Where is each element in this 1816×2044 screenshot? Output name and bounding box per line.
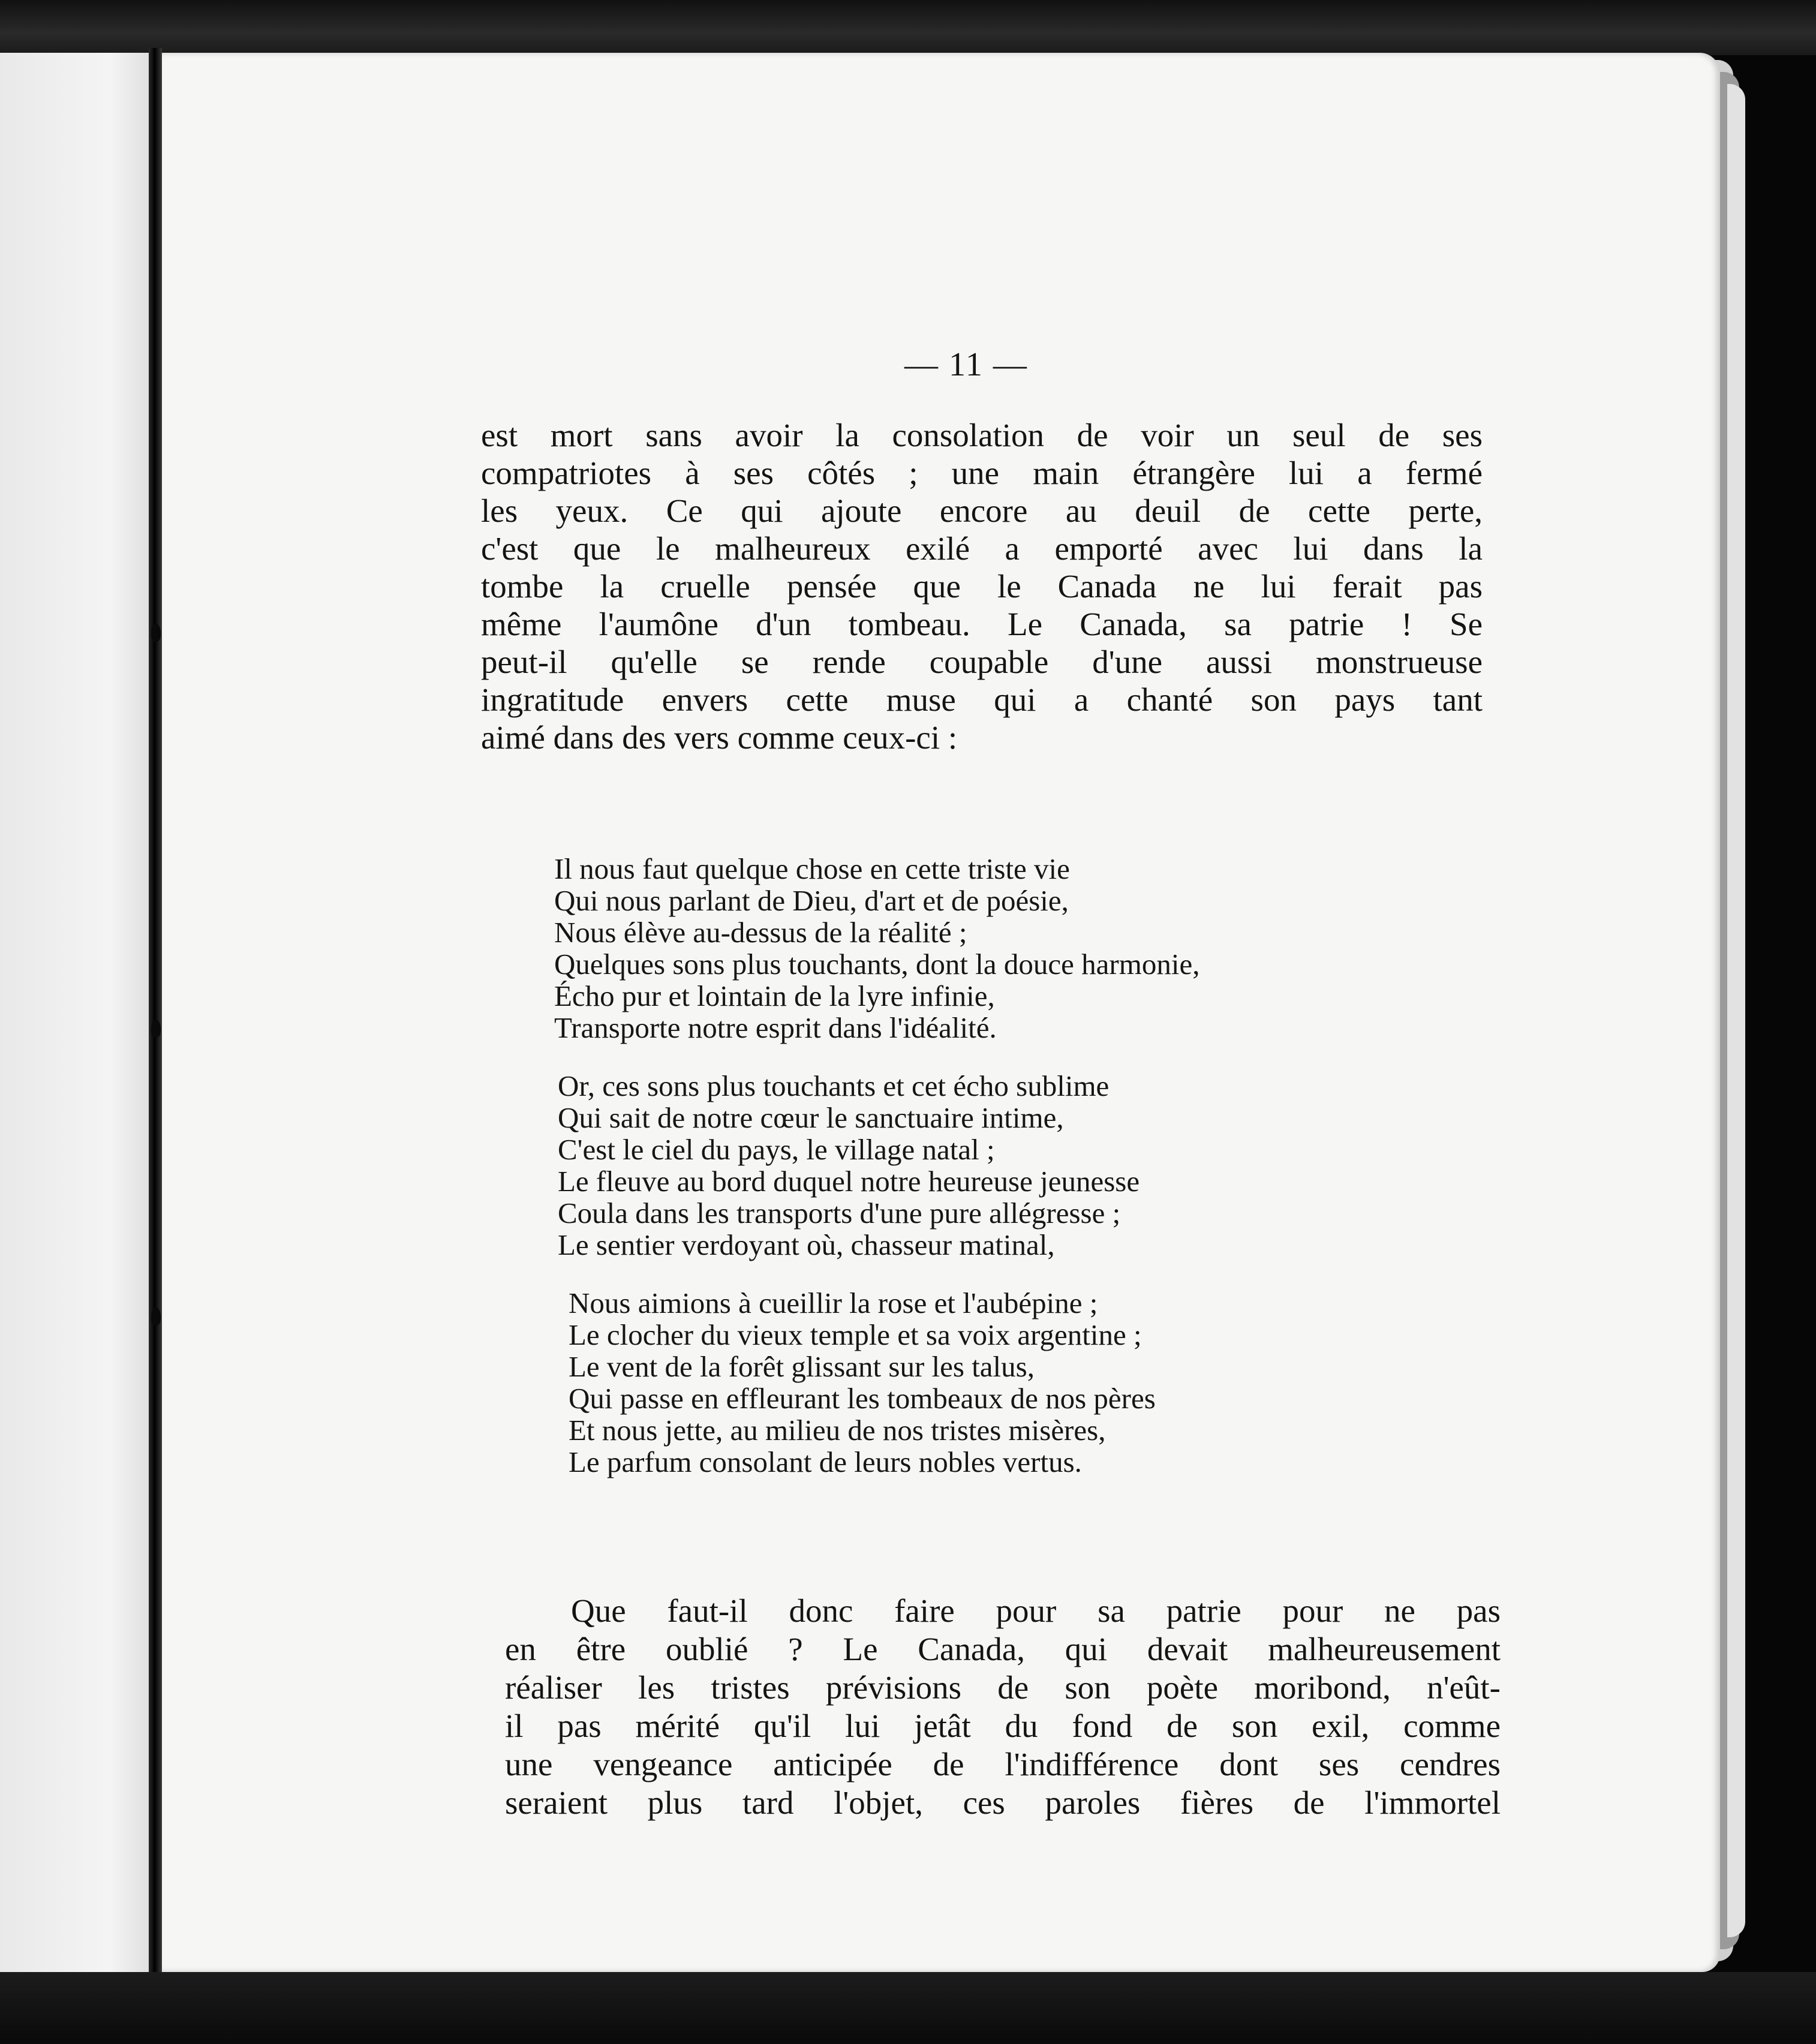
text-line: les yeux. Ce qui ajoute encore au deuil de cette perte, (481, 492, 1483, 529)
poem-stanza-3 (554, 1287, 1199, 1478)
verse-line: Qui passe en effleurant les tombeaux de nos pères (569, 1382, 1156, 1415)
paragraph-2 (505, 1592, 1501, 1822)
text-line: aimé dans des vers comme ceux-ci : (481, 719, 958, 756)
text-line: seraient plus tard l'objet, ces paroles fières de l'immortel (505, 1784, 1501, 1821)
verse-line: Quelques sons plus touchants, dont la douce harmonie, (554, 948, 1200, 981)
poem (554, 853, 1199, 1504)
verse-line: Le vent de la forêt glissant sur les talus, (569, 1350, 1035, 1383)
verse-line: Or, ces sons plus touchants et cet écho sublime (558, 1069, 1110, 1102)
text-line: c'est que le malheureux exilé a emporté avec lui dans la (481, 530, 1483, 567)
text-line: compatriotes à ses côtés ; une main étrangère lui a fermé (481, 455, 1483, 491)
verse-line: Le parfum consolant de leurs nobles vertus. (569, 1445, 1082, 1478)
text-line: ingratitude envers cette muse qui a chanté son pays tant (481, 681, 1483, 718)
page-number: — 11 — (904, 346, 1028, 383)
verse-line: Il nous faut quelque chose en cette triste vie (554, 852, 1070, 885)
verse-line: Qui nous parlant de Dieu, d'art et de poésie, (554, 884, 1069, 917)
verse-line: Écho pur et lointain de la lyre infinie, (554, 979, 995, 1012)
scan-bottom-border (0, 1972, 1816, 2044)
binding-stitch (151, 624, 161, 642)
verse-line: Le fleuve au bord duquel notre heureuse jeunesse (558, 1165, 1140, 1198)
verse-line: Coula dans les transports d'une pure allégresse ; (558, 1197, 1121, 1230)
left-page-edge (0, 53, 157, 1984)
verse-line: Et nous jette, au milieu de nos tristes misères, (569, 1414, 1106, 1447)
text-line: Que faut-il donc faire pour sa patrie pour ne pas (571, 1592, 1501, 1629)
page-edge-stack (1727, 84, 1745, 1937)
text-line: il pas mérité qu'il lui jetât du fond de son exil, comme (505, 1708, 1501, 1744)
verse-line: Le sentier verdoyant où, chasseur matinal, (558, 1228, 1055, 1261)
text-line: même l'aumône d'un tombeau. Le Canada, sa patrie ! Se (481, 606, 1483, 642)
poem-stanza-2 (554, 1070, 1199, 1261)
verse-line: Le clocher du vieux temple et sa voix argentine ; (569, 1318, 1142, 1351)
verse-line: Transporte notre esprit dans l'idéalité. (554, 1011, 997, 1044)
verse-line: Nous aimions à cueillir la rose et l'aubépine ; (569, 1286, 1098, 1319)
verse-line: Qui sait de notre cœur le sanctuaire intime, (558, 1101, 1064, 1134)
binding-stitch (151, 1307, 161, 1325)
text-line: une vengeance anticipée de l'indifférence dont ses cendres (505, 1746, 1501, 1783)
binding-stitch (151, 1020, 161, 1038)
text-line: en être oublié ? Le Canada, qui devait malheureusement (505, 1631, 1501, 1667)
text-line: est mort sans avoir la consolation de voir un seul de ses (481, 417, 1483, 453)
poem-stanza-1 (554, 853, 1199, 1044)
scan-top-border (0, 0, 1816, 55)
text-line: réaliser les tristes prévisions de son poète moribond, n'eût- (505, 1669, 1501, 1706)
text-line: tombe la cruelle pensée que le Canada ne lui ferait pas (481, 568, 1483, 605)
text-line: peut-il qu'elle se rende coupable d'une aussi monstrueuse (481, 644, 1483, 680)
verse-line: Nous élève au-dessus de la réalité ; (554, 916, 967, 949)
paragraph-1 (481, 416, 1483, 756)
verse-line: C'est le ciel du pays, le village natal ; (558, 1133, 995, 1166)
